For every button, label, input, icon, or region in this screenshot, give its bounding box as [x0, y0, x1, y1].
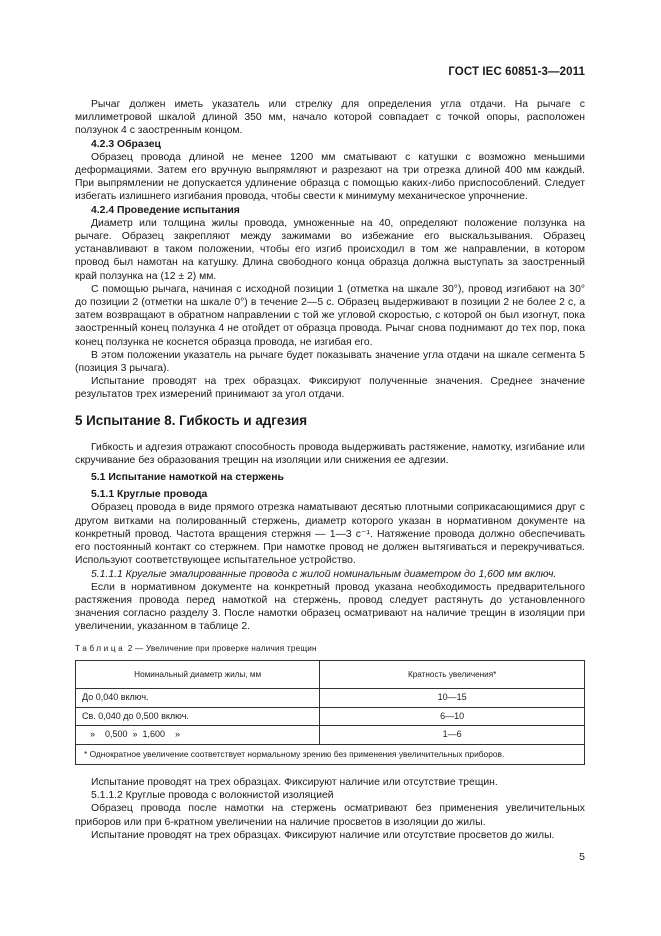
section-heading: 5 Испытание 8. Гибкость и адгезия — [75, 412, 308, 428]
paragraph: Испытание проводят на трех образцах. Фиксируют полученные значения. Среднее значение результатов трех измерений принимают за угол отдачи. — [75, 376, 585, 401]
page-number: 5 — [579, 851, 585, 863]
table-footnote: * Однократное увеличение соответствует нормальному зрению без применения увеличительных приборов. — [76, 744, 585, 765]
table-header-magnification: Кратность увеличения* — [320, 660, 585, 689]
table-cell-diameter: Св. 0,040 до 0,500 включ. — [76, 707, 320, 726]
paragraph: Если в нормативном документе на конкретный провод указана необходимость предварительного растяжения провода перед намоткой на стержень, провод следует растянуть до установленного значения согласно разделу 3. После намотки образец осматривают на наличие трещин в изоляции при увеличении, указанном в таблице 2. — [75, 581, 585, 633]
table-cell-magnification: 6—10 — [320, 707, 585, 726]
table-caption-word: Таблица — [75, 643, 126, 653]
table-row — [76, 726, 585, 745]
table-row — [76, 689, 585, 708]
subsection-heading: 4.2.4 Проведение испытания — [91, 204, 240, 216]
page-content — [75, 98, 585, 842]
table-cell-diameter: До 0,040 включ. — [76, 689, 320, 708]
paragraph: Образец провода после намотки на стержень осматривают без применения увеличительных приборов или при 6-кратном увеличении на наличие просветов в изоляции до жилы. — [75, 803, 585, 828]
document-header: ГОСТ IEC 60851-3—2011 — [448, 66, 585, 78]
table-cell-diameter: » 0,500 » 1,600 » — [76, 726, 320, 745]
paragraph: Испытание проводят на трех образцах. Фиксируют наличие или отсутствие трещин. — [91, 777, 498, 789]
subsection-heading: 5.1.1 Круглые провода — [91, 489, 208, 501]
paragraph: Образец провода длиной не менее 1200 мм сматывают с катушки с возможно меньшими деформациями. Затем его вручную выпрямляют и разрезают на три отрезка длиной 400 мм каждый. При выпрямлении не допускается удлинение образца с помощью каких-либо приспособлений. Следует избегать излишнего изгибания провода, чтобы свести к минимуму механическое упрочнение. — [75, 151, 585, 203]
subsection-heading: 4.2.3 Образец — [91, 138, 161, 150]
paragraph: Рычаг должен иметь указатель или стрелку для определения угла отдачи. На рычаге с миллиметровой шкалой длиной 350 мм, начало которой совпадает с точкой опоры, расположен ползунок 4 с заостренным концом. — [75, 99, 585, 137]
paragraph: Гибкость и адгезия отражают способность провода выдерживать растяжение, намотку, изгибание или скручивание без образования трещин на изоляции или снижения ее адгезии. — [75, 441, 585, 466]
clause-heading: 5.1.1.2 Круглые провода с волокнистой изоляцией — [91, 790, 334, 802]
table-caption — [75, 643, 585, 654]
clause-heading: 5.1.1.1 Круглые эмалированные провода с жилой номинальным диаметром до 1,600 мм включ. — [91, 568, 557, 580]
table-cell-magnification: 10—15 — [320, 689, 585, 708]
paragraph: Образец провода в виде прямого отрезка наматывают десятью плотными соприкасающимися друг с другом витками на полированный стержень, диаметр которого указан в нормативном документе на конкретный провод. Частота вращения стержня — 1—3 с⁻¹. Натяжение провода должно обеспечивать его постоянный контакт со стержнем. При намотке провод не должен вытягиваться и перекручиваться. Используют соответствующее испытательное устройство. — [75, 502, 585, 567]
paragraph: В этом положении указатель на рычаге будет показывать значение угла отдачи на шкале сегмента 5 (позиция 3 рычага). — [75, 349, 585, 375]
magnification-table — [75, 660, 585, 766]
table-header-diameter: Номинальный диаметр жилы, мм — [76, 660, 320, 689]
table-caption-text: 2 — Увеличение при проверке наличия трещин — [127, 643, 317, 653]
table-row — [76, 707, 585, 726]
paragraph: С помощью рычага, начиная с исходной позиции 1 (отметка на шкале 30°), провод изгибают на 30° до позиции 2 (отметки на шкале 0°) в течение 2—5 с. Образец выдерживают в позиции 2 не более 2 с, а затем возвращают в обратном направлении с той же угловой скоростью, с которой он был изогнут, пока заостренный конец ползунка 4 не отойдет от образца провода. Рычаг снова поднимают до тех пор, пока конец ползунка не коснется образца провода, не изгибая его. — [75, 283, 585, 348]
paragraph: Испытание проводят на трех образцах. Фиксируют наличие или отсутствие просветов до жилы. — [91, 829, 555, 841]
paragraph: Диаметр или толщина жилы провода, умноженные на 40, определяют положение ползунка на рычаге. Образец закрепляют между зажимами во избежание его выскальзывания. Образец устанавливают в таком положении, чтобы его изгиб происходил в том же направлении, в котором провод был намотан на катушку. Длина свободного конца образца должна выступать за заостренный край ползунка на (12 ± 2) мм. — [75, 217, 585, 282]
subsection-heading: 5.1 Испытание намоткой на стержень — [91, 472, 284, 484]
table-cell-magnification: 1—6 — [320, 726, 585, 745]
